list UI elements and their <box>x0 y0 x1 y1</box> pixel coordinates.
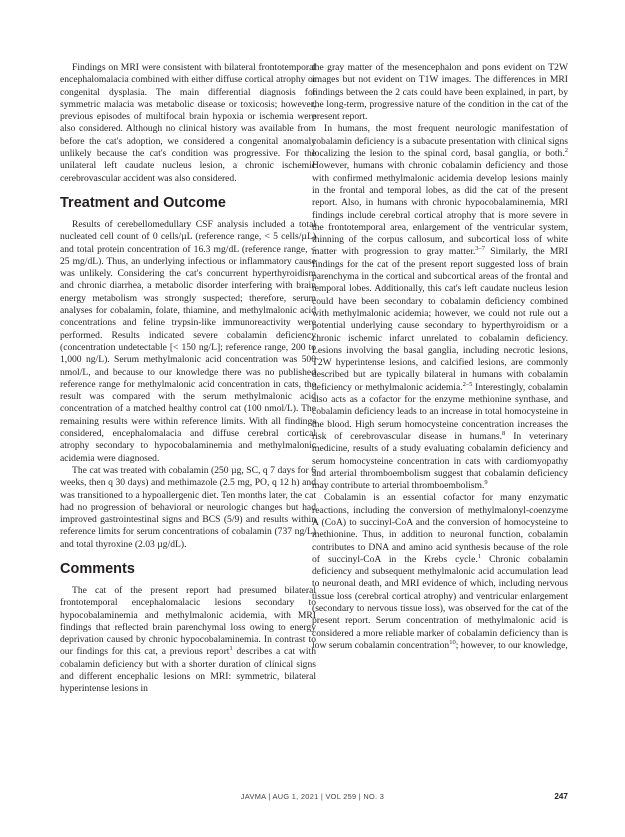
paragraph-cobalamin-cofactor <box>312 492 568 652</box>
paragraph-mri-findings: Findings on MRI were consistent with bilateral frontotemporal encephalomalacia combined with either diffuse cortical atrophy or congenital dysplasia. The main differential diagnosis for symmetric malacia was metabolic disease or toxicosis; however, previous episodes of multifocal brain hypoxia or ischemia were also considered. Although no clinical history was available from before the cat's adoption, we considered a congenital anomaly unlikely because the cat's condition was progressive. For the unilateral left caudate nucleus lesion, a chronic ischemic cerebrovascular accident was also considered. <box>60 62 316 184</box>
section-heading-treatment: Treatment and Outcome <box>60 194 226 211</box>
citation-ref: 2–5 <box>462 380 473 388</box>
page-number: 247 <box>554 792 568 801</box>
right-column <box>312 62 568 652</box>
text-run: The cat of the present report had presumed bilateral frontotemporal encephalomalacic lesions secondary to hypocobalaminemia and methylmalonic acidemia, with MRI findings that reflected brain parenchymal loss owing to energy deprivation caused by chronic hypocobalaminemia. In contrast to our findings for this cat, a previous report <box>60 584 316 658</box>
citation-ref: 2 <box>564 146 568 154</box>
paragraph-treatment: The cat was treated with cobalamin (250 µg, SC, q 7 days for 6 weeks, then q 30 days) and methimazole (2.5 mg, PO, q 12 h) and was transitioned to a hypoallergenic diet. Ten months later, the cat had no progression of behavioral or neurologic changes but had improved gastrointestinal signs and BCS (5/9) and results within reference limits for serum concentrations of cobalamin (737 ng/L) and total thyroxine (2.03 µg/dL). <box>60 464 316 550</box>
journal-citation: JAVMA | AUG 1, 2021 | VOL 259 | NO. 3 <box>240 792 385 801</box>
text-run: In veterinary medicine, results of a study evaluating cobalamin deficiency and serum homocysteine concentration in cats with cardiomyopathy and arterial thromboembolism suggest that cobalamin deficiency may contribute to arterial thromboembolism. <box>312 430 568 492</box>
citation-ref: 10 <box>449 638 456 646</box>
text-run: Chronic cobalamin deficiency and subsequent methylmalonic acid accumulation lead to neuronal death, and MRI evidence of which, including nervous tissue loss (cerebral cortical atrophy) and ventricular enlargement (secondary to nervous tissue loss), was observed for the cat of the present report. Serum concentration of methylmalonic acid is considered a more reliable marker of cobalamin deficiency than is low serum cobalamin concentration <box>312 553 568 651</box>
citation-ref: 1 <box>477 552 482 560</box>
section-heading-comments: Comments <box>60 560 135 577</box>
citation-ref: 1 <box>229 645 233 653</box>
text-run: In humans, the most frequent neurologic manifestation of cobalamin deficiency is a subacute presentation with clinical signs localizing the lesion to the spinal cord, basal ganglia, or both. <box>312 123 568 160</box>
text-run: However, humans with chronic cobalamin deficiency and those with confirmed methylmalonic acidemia develop lesions mainly in the frontal and temporal lobes, as did the cat of the present report. Also, in humans with chronic hypocobalaminemia, MRI findings include cerebral cortical atrophy that is more severe in the frontotemporal area, enlargement of the ventricular system, thinning of the corpus callosum, and subcortical loss of white matter with progression to gray matter. <box>312 160 568 258</box>
text-run: Cobalamin is an essential cofactor for many enzymatic reactions, including the conversion of methylmalonyl-coenzyme A (CoA) to succinyl-CoA and the conversion of homocysteine to methionine. Thus, in addition to neuronal function, cobalamin contributes to DNA and amino acid synthesis because of the role of succinyl-CoA in the Krebs cycle. <box>312 492 568 565</box>
page-footer <box>0 792 625 806</box>
citation-ref: 8 <box>502 429 506 437</box>
paragraph-humans <box>312 123 568 492</box>
text-run: Interestingly, cobalamin also acts as a cofactor for the enzyme methionine synthase, and cobalamin deficiency leads to an increase in total homocysteine in the blood. High serum homocysteine concentration increases the risk of cerebrovascular disease in humans. <box>312 381 568 442</box>
paragraph-results: Results of cerebellomedullary CSF analysis included a total nucleated cell count of 0 cells/µL (reference range, < 5 cells/µL) and total protein concentration of 16.3 mg/dL (reference range, < 25 mg/dL). Thus, an underlying infectious or inflammatory cause was unlikely. Considering the cat's concurrent hyperthyroidism and chronic diarrhea, a metabolic disorder interfering with brain energy metabolism was strongly suspected; therefore, serum analyses for cobalamin, folate, thiamine, and methylmalonic acid concentrations and feline trypsin-like immunoreactivity were performed. Results indicated severe cobalamin deficiency (concentration undetectable [< 150 ng/L]; reference range, 200 to 1,000 ng/L). Serum methylmalonic acid concentration was 500 nmol/L, and because to our knowledge there was no published reference range for methylmalonic acid concentration in cats, the result was compared with the serum methylmalonic acid concentration of a matched healthy control cat (100 nmol/L). The remaining results were within reference limits. With all findings considered, encephalomalacia and diffuse cerebral cortical atrophy secondary to hypocobalaminemia and methylmalonic acidemia were diagnosed. <box>60 218 316 464</box>
text-run: describes a cat with cobalamin deficiency but with a shorter duration of clinical signs and different encephalic lesions on MRI: symmetric, bilateral hyperintense lesions in <box>60 646 316 695</box>
text-run: ; however, to our knowledge, <box>455 639 568 651</box>
left-column <box>60 62 316 696</box>
citation-ref: 9 <box>484 478 488 486</box>
paragraph-continued: the gray matter of the mesencephalon and pons evident on T2W images but not evident on T1W images. The differences in MRI findings between the 2 cats could have been explained, in part, by the long-term, progressive nature of the condition in the cat of the present report. <box>312 62 568 123</box>
citation-ref: 3–7 <box>475 245 486 253</box>
text-run: Similarly, the MRI findings for the cat of the present report suggested loss of brain parenchyma in the cortical and subcortical areas of the frontal and temporal lobes. Additionally, this cat's left caudate nucleus lesion could have been secondary to cobalamin deficiency combined with methylmalonic acidemia; however, we could not rule out a potential underlying cause secondary to hyperthyroidism or a chronic ischemic infarct unrelated to cobalamin deficiency. Lesions involving the basal ganglia, including necrotic lesions, T2W hyperintense lesions, and calcified lesions, are commonly described but are typically bilateral in humans with cobalamin deficiency or methylmalonic acidemia. <box>312 246 568 393</box>
paragraph-comments <box>60 585 316 696</box>
